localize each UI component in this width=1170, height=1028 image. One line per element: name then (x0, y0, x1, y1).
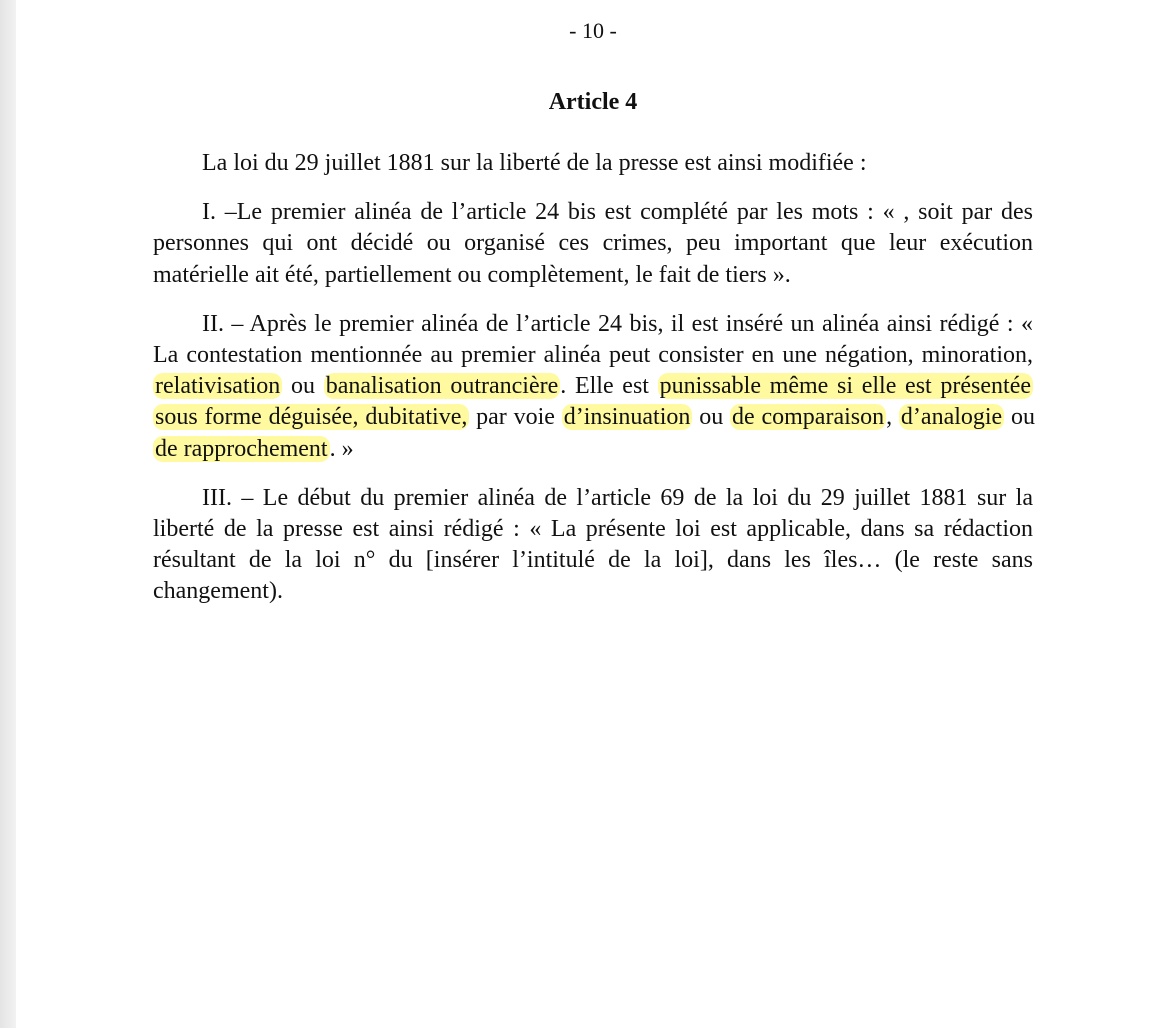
paragraph-ii-text: , (886, 404, 899, 431)
highlight-relativisation: relativisation (155, 373, 281, 400)
paragraph-ii-text: . » (329, 435, 354, 462)
paragraph-i: I. –Le premier alinéa de l’article 24 bis est complété par les mots : « , soit par des personnes qui ont décidé ou organisé ces crimes, peu important que leur exécution matérielle ait été, partiellement ou complètement, le fait de tiers ». (153, 199, 1033, 288)
paragraph-ii (153, 309, 1036, 465)
document-page[interactable] (16, 0, 1170, 1028)
paragraph-ii-text: ou (692, 404, 731, 431)
paragraph-ii-text: . Elle est (560, 373, 658, 400)
article-body (153, 148, 1036, 626)
paragraph-iii: III. – Le début du premier alinéa de l’article 69 de la loi du 29 juillet 1881 sur la liberté de la presse est ainsi rédigé : « La présente loi est applicable, dans sa rédaction résultant de la loi n° du [insérer l’intitulé de la loi], dans les îles… (le reste sans changement). (153, 484, 1033, 605)
highlight-analogie: d’analogie (900, 404, 1003, 431)
paragraph-ii-text: par voie (469, 404, 562, 431)
highlight-banalisation: banalisation outrancière (325, 373, 559, 400)
paragraph-ii-text: ou (1004, 404, 1036, 431)
article-title: Article 4 (548, 89, 638, 115)
highlight-punissable: punissable même si elle est présentée sous forme déguisée, dubitative, (155, 373, 1032, 431)
paragraph-ii-text: ou (282, 373, 324, 400)
paragraph-intro: La loi du 29 juillet 1881 sur la liberté de la presse est ainsi modifiée : (202, 150, 867, 176)
page-number: - 10 - (569, 18, 617, 43)
highlight-rapprochement: de rapprochement (155, 435, 328, 462)
highlight-insinuation: d’insinuation (563, 404, 691, 431)
highlight-comparaison: de comparaison (732, 404, 885, 431)
paragraph-ii-text: II. – Après le premier alinéa de l’article 24 bis, il est inséré un alinéa ainsi rédigé : « La contestation mentionnée au premier alinéa peut consister en une négation, minoration, (153, 310, 1033, 369)
page-edge-shadow (0, 0, 16, 1028)
